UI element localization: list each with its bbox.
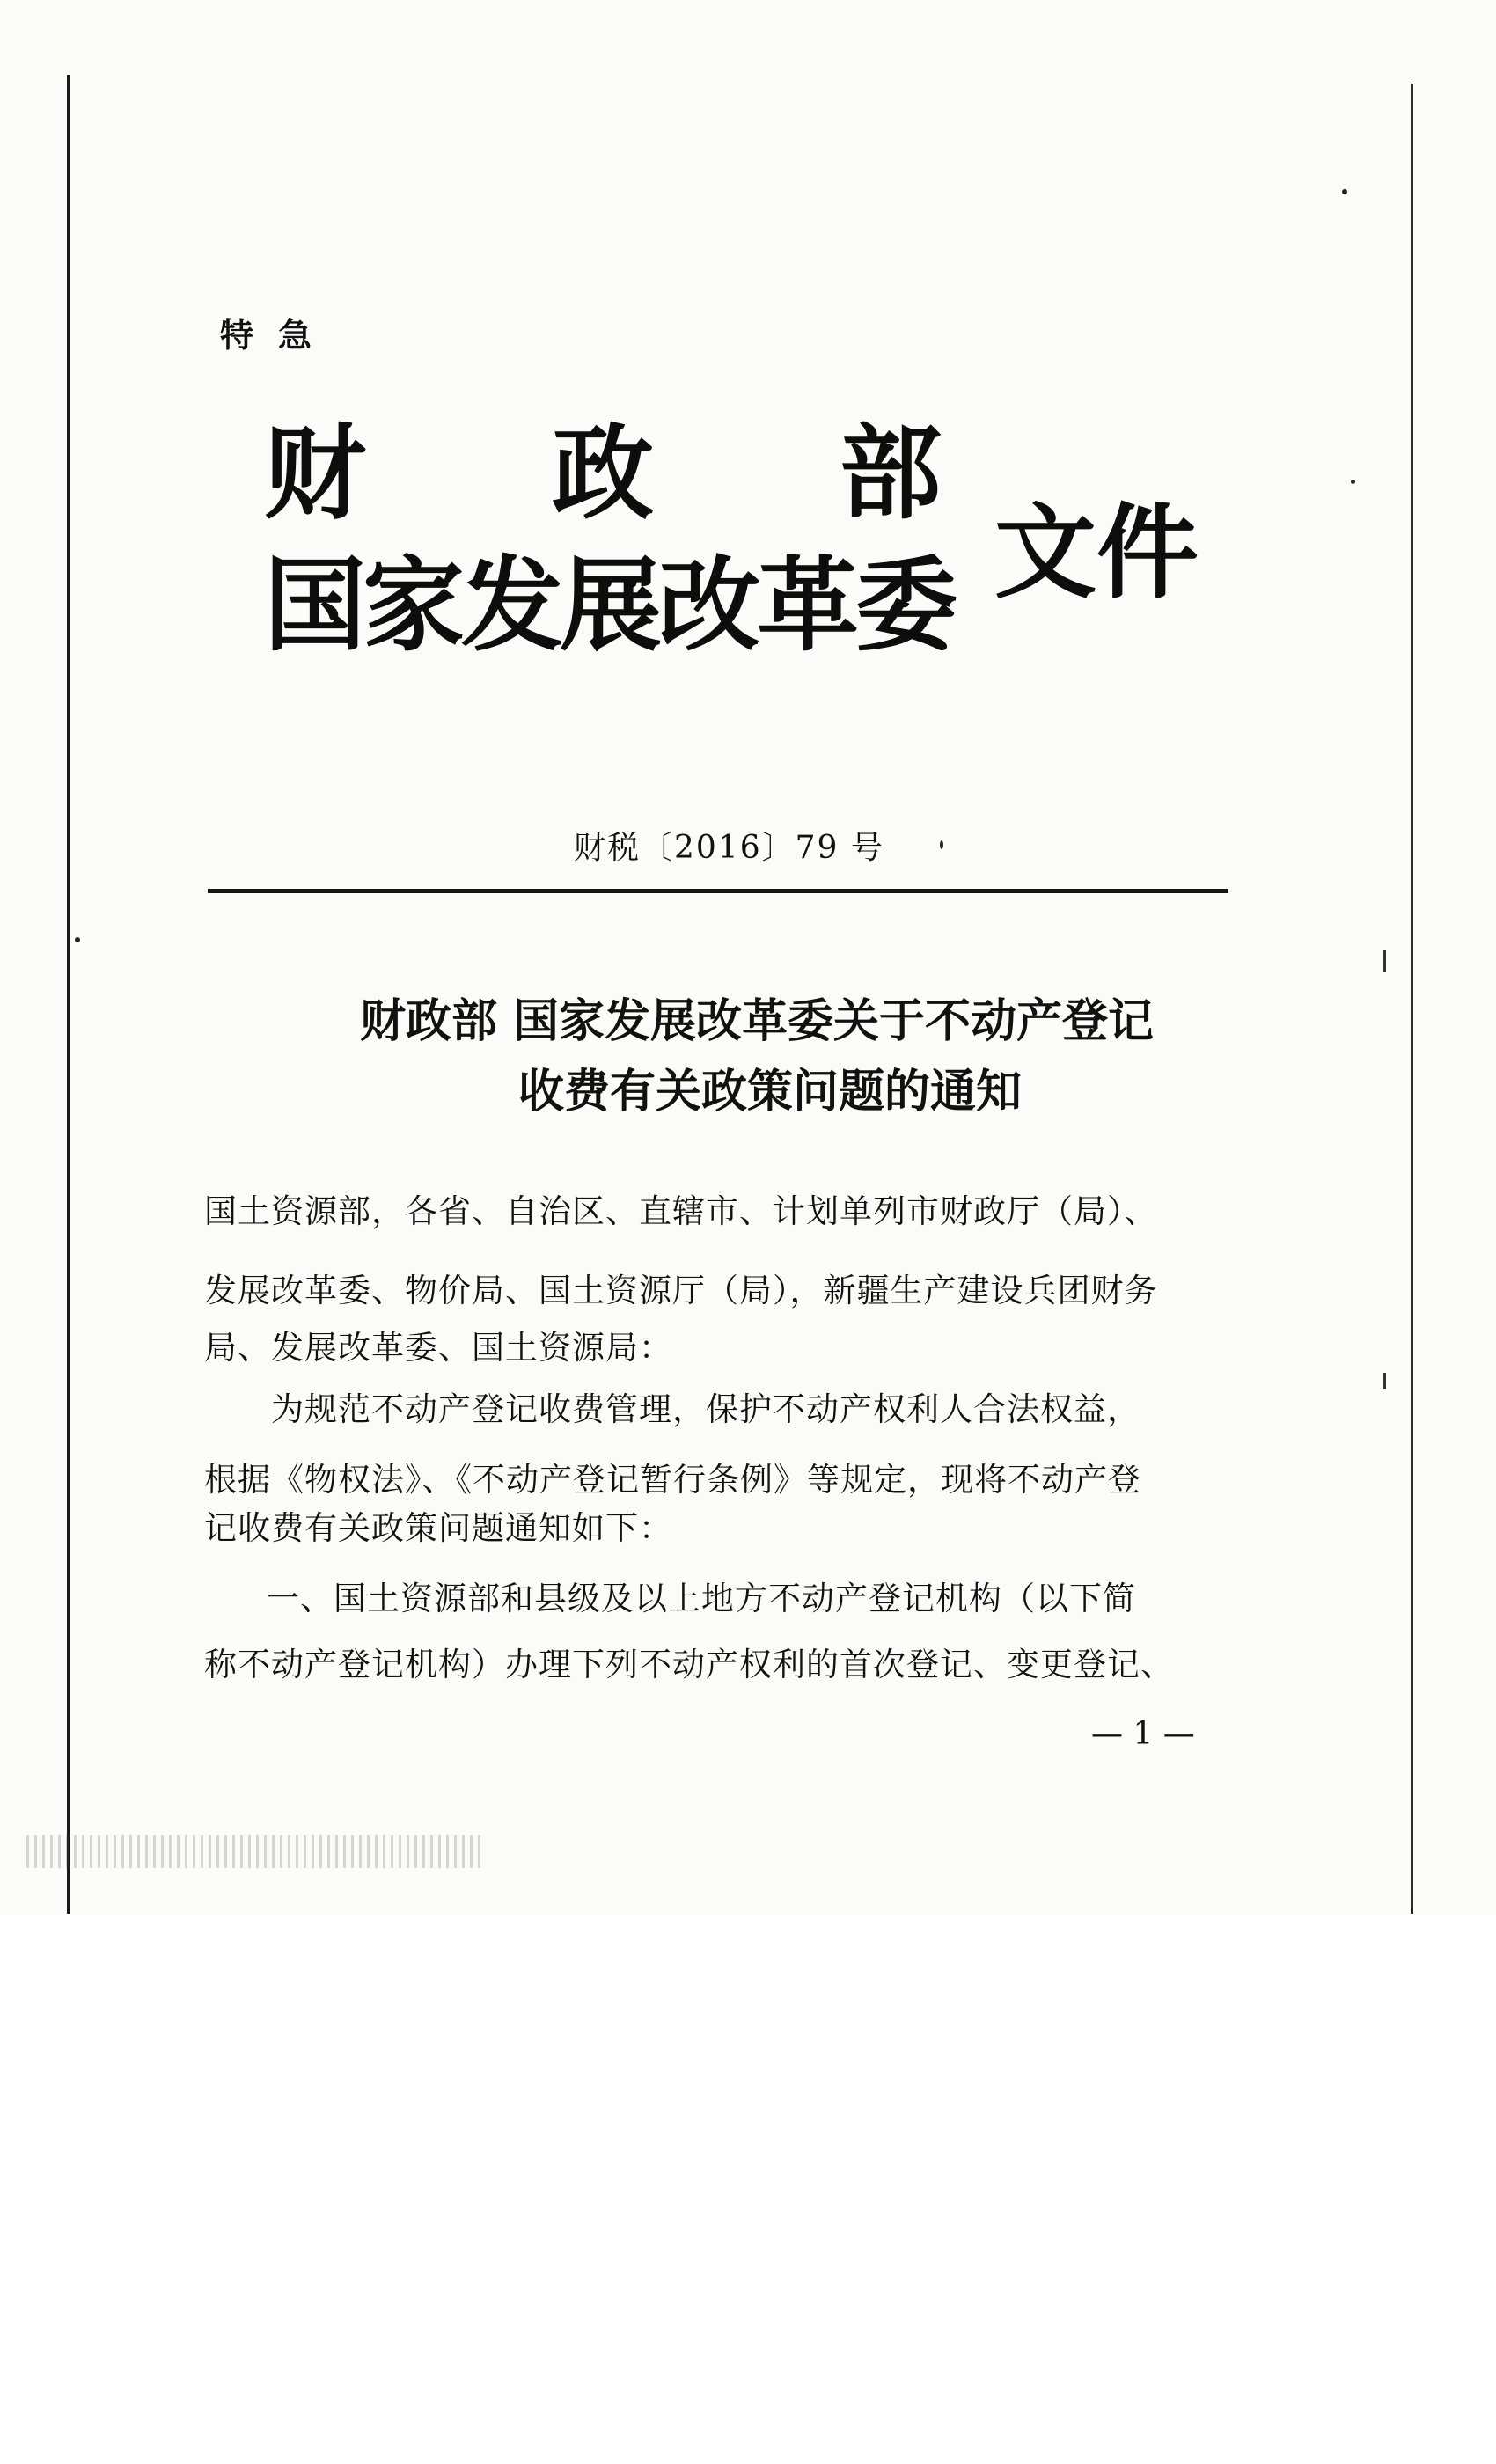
scan-speck <box>940 840 943 849</box>
page-left-edge <box>67 75 70 1914</box>
document-type-suffix: 文件 <box>994 493 1199 612</box>
scan-mark <box>1383 950 1386 972</box>
scan-mark <box>1383 1373 1386 1389</box>
notice-title-line-2: 收费有关政策问题的通知 <box>517 1065 1022 1118</box>
issuer-char: 财 <box>264 414 366 533</box>
document-number: 财税〔2016〕79 号 <box>574 830 884 866</box>
issuer-char: 部 <box>840 414 942 533</box>
urgency-mark: 特急 <box>220 316 337 355</box>
notice-title-line-1: 财政部 国家发展改革委关于不动产登记 <box>359 994 1155 1048</box>
header-divider <box>208 889 1228 893</box>
blank-margin <box>0 1914 1496 2464</box>
issuer-ministry-of-finance <box>264 414 942 533</box>
page-number: — 1 — <box>1091 1716 1195 1752</box>
body-line-1: 国土资源部，各省、自治区、直辖市、计划单列市财政厅（局）、 <box>204 1192 1158 1230</box>
body-line-2: 发展改革委、物价局、国土资源厅（局），新疆生产建设兵团财务 <box>204 1272 1158 1309</box>
scan-speck <box>1342 189 1347 194</box>
body-line-7: 一、国土资源部和县级及以上地方不动产登记机构（以下简 <box>233 1580 1136 1617</box>
scan-artifact <box>26 1835 484 1868</box>
issuer-ndrc: 国家发展改革委 <box>264 546 954 665</box>
body-line-6: 记收费有关政策问题通知如下： <box>204 1509 672 1547</box>
body-line-3: 局、发展改革委、国土资源局： <box>204 1329 672 1367</box>
scan-speck <box>75 937 80 942</box>
body-line-4: 为规范不动产登记收费管理，保护不动产权利人合法权益， <box>238 1390 1140 1428</box>
body-line-8: 称不动产登记机构）办理下列不动产权利的首次登记、变更登记、 <box>204 1646 1174 1683</box>
issuer-char: 政 <box>552 414 654 533</box>
scan-speck <box>1351 480 1355 484</box>
body-line-5: 根据《物权法》、《不动产登记暂行条例》等规定，现将不动产登 <box>204 1461 1141 1499</box>
